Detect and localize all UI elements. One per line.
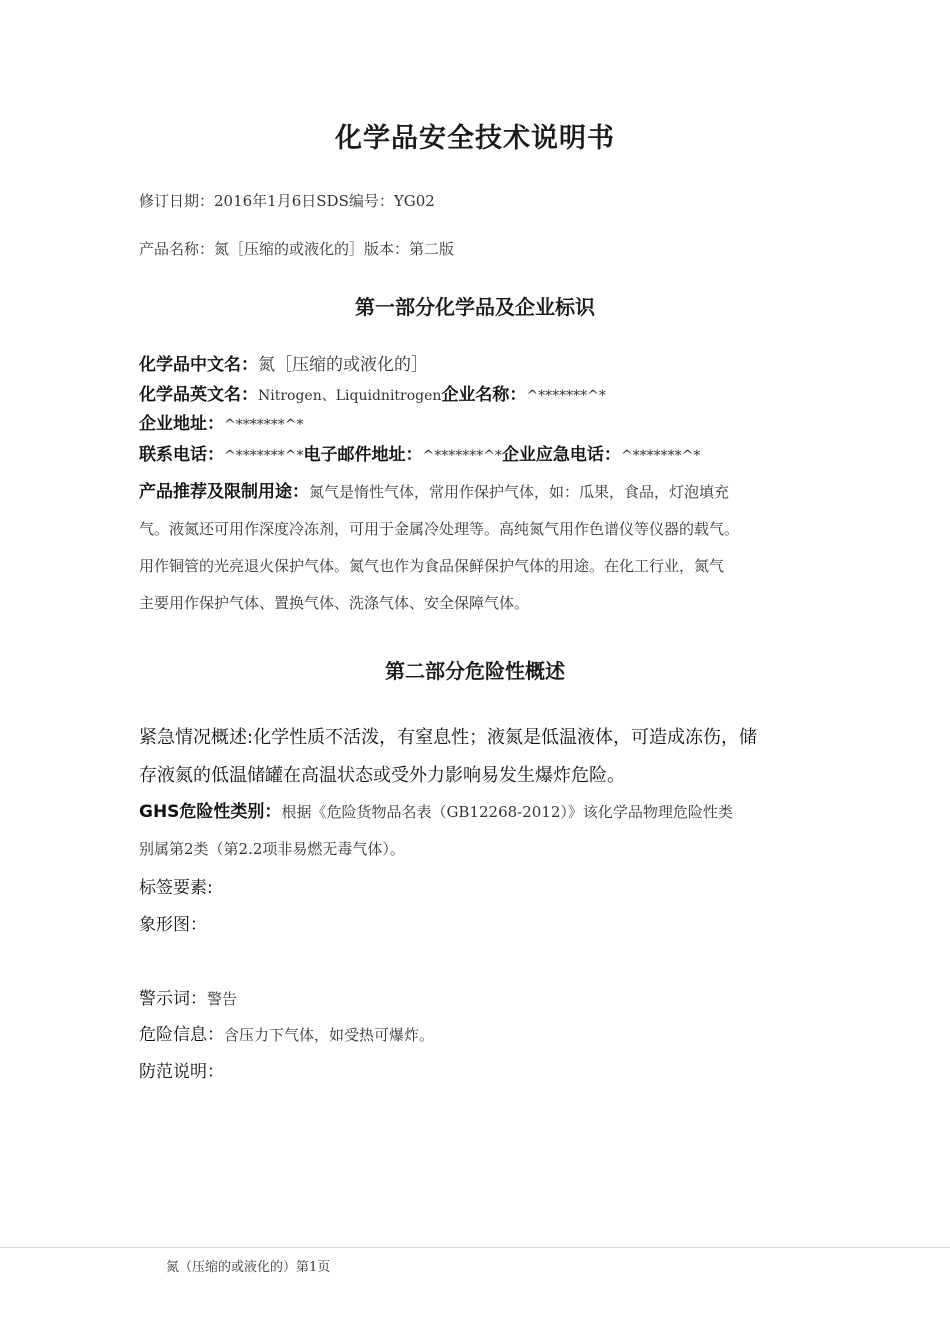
page-footer: 氮（压缩的或液化的）第1页 bbox=[166, 1260, 331, 1275]
ghs-label: GHS危险性类别： bbox=[139, 802, 282, 822]
product-line: 产品名称：氮［压缩的或液化的］版本：第二版 bbox=[139, 240, 455, 258]
emergency-overview-line-1: 紧急情况概述:化学性质不活泼，有窒息性；液氮是低温液体，可造成冻伤，储 bbox=[139, 727, 758, 748]
usage-text-1: 氮气是惰性气体，常用作保护气体，如：瓜果，食品，灯泡填充 bbox=[309, 483, 730, 501]
en-name-row bbox=[139, 380, 606, 405]
usage-line-2: 气。液氮还可用作深度冷冻剂，可用于金属冷处理等。高纯氮气用作色谱仪等仪器的载气。 bbox=[139, 520, 740, 538]
section2-heading: 第二部分危险性概述 bbox=[385, 659, 565, 683]
signal-word-value: 警告 bbox=[207, 990, 238, 1008]
label-elements: 标签要素: bbox=[139, 878, 213, 898]
usage-line-4: 主要用作保护气体、置换气体、洗涤气体、安全保障气体。 bbox=[139, 594, 530, 612]
cn-name-value: 氮［压缩的或液化的］ bbox=[258, 355, 428, 375]
hazard-info-value: 含压力下气体，如受热可爆炸。 bbox=[224, 1026, 435, 1044]
email-label: 电子邮件地址： bbox=[303, 445, 423, 465]
ghs-text-1: 根据《危险货物品名表（GB12268-2012）》该化学品物理危险性类 bbox=[281, 803, 733, 821]
ghs-row bbox=[139, 797, 733, 822]
hazard-info-row bbox=[139, 1020, 434, 1045]
cn-name-row bbox=[139, 350, 428, 375]
en-name-label: 化学品英文名： bbox=[139, 385, 258, 405]
precaution-label: 防范说明： bbox=[139, 1062, 224, 1082]
ghs-text-2: 别属第2类（第2.2项非易燃无毒气体）。 bbox=[139, 840, 405, 858]
cn-name-label: 化学品中文名： bbox=[139, 355, 258, 375]
usage-label: 产品推荐及限制用途： bbox=[139, 482, 309, 502]
emergency-phone-label: 企业应急电话： bbox=[501, 445, 621, 465]
usage-line-3: 用作铜管的光亮退火保护气体。氮气也作为食品保鲜保护气体的用途。在化工行业，氮气 bbox=[139, 557, 725, 575]
footer-divider bbox=[0, 1247, 950, 1248]
phone-label: 联系电话： bbox=[139, 445, 224, 465]
section1-heading: 第一部分化学品及企业标识 bbox=[355, 295, 595, 319]
emergency-phone-value: ^*******^* bbox=[620, 448, 701, 464]
company-label: 企业名称： bbox=[441, 385, 527, 405]
address-value: ^*******^* bbox=[224, 417, 304, 433]
revision-line: 修订日期：2016年1月6日SDS编号：YG02 bbox=[139, 192, 435, 210]
usage-line-1 bbox=[139, 474, 729, 511]
pictogram-label: 象形图： bbox=[139, 915, 207, 935]
hazard-info-label: 危险信息： bbox=[139, 1025, 224, 1045]
phone-value: ^*******^* bbox=[224, 448, 304, 464]
document-title: 化学品安全技术说明书 bbox=[335, 123, 615, 154]
emergency-overview-line-2: 存液氮的低温储罐在高温状态或受外力影响易发生爆炸危险。 bbox=[139, 765, 625, 786]
signal-word-label: 警示词： bbox=[139, 989, 207, 1009]
contact-row bbox=[139, 440, 700, 465]
company-value: ^*******^* bbox=[526, 388, 606, 404]
address-row bbox=[139, 409, 303, 434]
en-name-value: Nitrogen、Liquidnitrogen bbox=[258, 388, 442, 404]
email-value: ^*******^* bbox=[422, 448, 502, 464]
address-label: 企业地址： bbox=[139, 414, 224, 434]
signal-word-row bbox=[139, 984, 237, 1009]
